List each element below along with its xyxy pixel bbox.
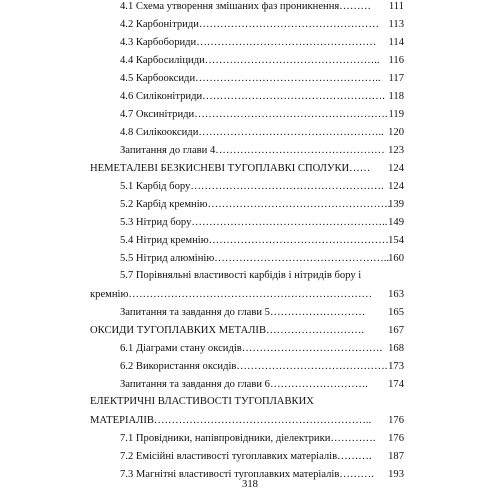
toc-entry [90,0,404,14]
toc-entry-title: 5.1 Карбід бору………………………………………………. [120,181,384,192]
toc-entry-title: 4.2 Карбонітриди…………………………………………… [120,19,379,30]
toc-entry [90,36,404,50]
toc-entry [90,234,404,248]
toc-entry-page: 160 [388,253,404,264]
toc-entry-page: 123 [388,145,404,156]
toc-entry [90,324,404,338]
toc-entry [90,216,404,230]
toc-entry-title: НЕМЕТАЛЕВІ БЕЗКИСНЕВІ ТУГОПЛАВКІ СПОЛУКИ…… [90,163,371,174]
toc-entry-page: 111 [388,1,404,12]
toc-entry-title: 6.2 Використання оксидів……………………………………. [120,361,388,372]
toc-entry [90,288,404,302]
toc-entry-page: 114 [388,37,404,48]
toc-entry-page: 116 [388,55,404,66]
toc-entry-title: 4.5 Карбооксиди…………………………………………….. [120,73,381,84]
toc-entry-title: 7.3 Магнітні властивості тугоплавких матеріалів………. [120,469,374,480]
toc-entry-page: 154 [388,235,404,246]
toc-entry [90,90,404,104]
toc-entry [90,162,404,176]
toc-entry-title: Запитання та завдання до глави 5……………………… [120,307,366,318]
toc-entry [90,414,404,428]
toc-entry [90,378,404,392]
toc-entry-title: МАТЕРІАЛІВ…………………………………………………….. [90,415,372,426]
toc-entry [90,252,404,266]
toc-entry-page: 139 [388,199,404,210]
toc-entry-page: 124 [388,163,404,174]
toc-entry-title: 5.4 Нітрид кремнію…………………………………………… [120,235,389,246]
toc-entry-page: 168 [388,343,404,354]
toc-entry [90,54,404,68]
toc-entry-page: 120 [388,127,404,138]
toc-entry-page: 187 [388,451,404,462]
toc-entry-page: 163 [388,289,404,300]
toc-entry-title: кремнію…………………………………………………………… [90,289,373,300]
toc-entry-title: 4.3 Карбобориди…………………………………………… [120,37,377,48]
toc-entry-title: 6.1 Діаграми стану оксидів…………………………………. [120,343,383,354]
toc-entry-title: 4.6 Силіконітриди……………………………………………. [120,91,385,102]
toc-entry-title: 5.5 Нітрид алюмінію………………………………………….. [120,253,390,264]
toc-entry-wrapped-title: 5.7 Порівняльні властивості карбідів і нітридів бору і [120,270,362,281]
toc-entry-page: 149 [388,217,404,228]
toc-entry-title: 4.1 Схема утворення змішаних фаз проникнення……… [120,1,372,12]
toc-entry [90,342,404,356]
toc-entry-page: 124 [388,181,404,192]
toc-entry [90,126,404,140]
toc-entry [90,360,404,374]
toc-entry-page: 173 [388,361,404,372]
toc-entry-title: Запитання та завдання до глави 6………………………. [120,379,368,390]
toc-entry-title: 4.8 Силікооксиди…………………………………………….. [120,127,384,138]
toc-entry [90,450,404,464]
toc-entry-title: 7.1 Провідники, напівпровідники, діелектрики…………. [120,433,376,444]
toc-entry-title: 7.2 Емісійні властивості тугоплавких матеріалів………. [120,451,372,462]
page-number: 318 [242,479,258,490]
toc-entry-page: 119 [388,109,404,120]
toc-entry-page: 113 [388,19,404,30]
toc-entry [90,72,404,86]
toc-entry-title: 5.3 Нітрид бору……………………………………………….. [120,217,388,228]
toc-entry-page: 167 [388,325,404,336]
toc-entry-title: 4.7 Оксинітриди………………………………………………. [120,109,388,120]
toc-entry [90,180,404,194]
toc-entry-page: 193 [388,469,404,480]
toc-entry-page: 165 [388,307,404,318]
toc-entry-page: 118 [388,91,404,102]
toc-entry-page: 176 [388,415,404,426]
toc-entry-page: 176 [388,433,404,444]
toc-entry [90,18,404,32]
toc-entry [90,108,404,122]
toc-entry [90,432,404,446]
toc-entry-wrapped-title: ЕЛЕКТРИЧНІ ВЛАСТИВОСТІ ТУГОПЛАВКИХ [90,396,314,407]
toc-entry [90,144,404,158]
toc-entry-title: Запитання до глави 4………………………………………… [120,145,385,156]
toc-entry-title: ОКСИДИ ТУГОПЛАВКИХ МЕТАЛІВ………………………. [90,325,364,336]
toc-entry [90,306,404,320]
toc-entry-page: 174 [388,379,404,390]
toc-entry-title: 4.4 Карбосиліциди………………………………………….. [120,55,380,66]
toc-entry-title: 5.2 Карбід кремнію……………………………………………. [120,199,391,210]
toc-entry-page: 117 [388,73,404,84]
toc-entry [90,198,404,212]
